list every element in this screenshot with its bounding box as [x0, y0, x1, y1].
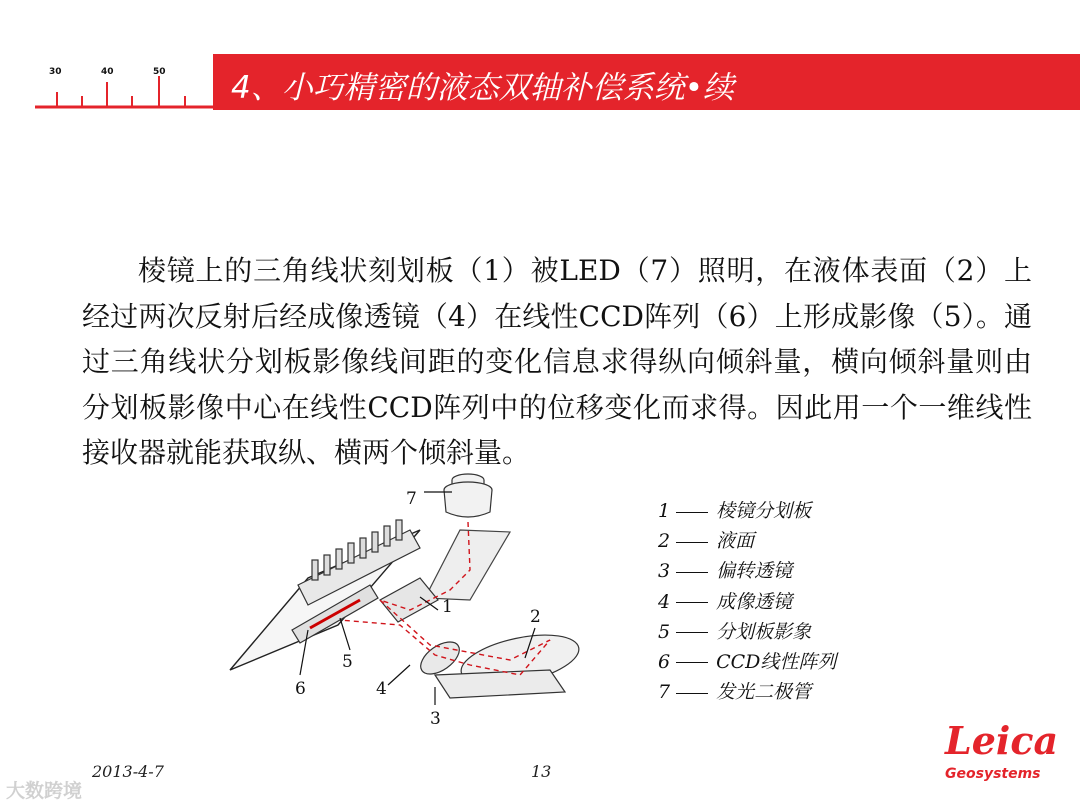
- watermark: 大数跨境: [6, 780, 83, 802]
- page-number: 13: [531, 762, 552, 781]
- callout-label: 1: [442, 597, 453, 617]
- led-shape: [444, 474, 492, 517]
- legend-item: [658, 556, 836, 586]
- legend-num: 4: [658, 590, 671, 613]
- legend-label: 发光二极管: [716, 681, 812, 704]
- compensator-diagram: [220, 460, 600, 730]
- footer-date: 2013-4-7: [92, 762, 164, 781]
- legend-label: 成像透镜: [716, 590, 793, 613]
- legend-num: 5: [658, 620, 671, 643]
- callout-label: 5: [342, 652, 353, 672]
- legend-num: 7: [658, 681, 671, 704]
- legend-label: 偏转透镜: [716, 560, 793, 583]
- diagram-legend: [658, 496, 836, 707]
- ruler-graphic: [35, 60, 215, 110]
- body-paragraph: 棱镜上的三角线状刻划板（1）被LED（7）照明，在液体表面（2）上经过两次反射后经成像透镜（4）在线性CCD阵列（6）上形成影像（5）。通过三角线状分划板影像线间距的变化信息求得纵向倾斜量，横向倾斜量则由分划板影像中心在线性CCD阵列中的位移变化而求得。因此用一个一维线性接收器就能获取纵、横两个倾斜量。: [82, 254, 1032, 469]
- callout-label: 4: [376, 679, 387, 699]
- legend-item: [658, 677, 836, 707]
- ruler-tick-label: 40: [101, 67, 114, 77]
- legend-item: [658, 496, 836, 526]
- ruler-tick-label: 30: [49, 67, 62, 77]
- legend-label: 分划板影象: [716, 620, 812, 643]
- legend-item: [658, 526, 836, 556]
- legend-item: [658, 647, 836, 677]
- legend-num: 6: [658, 650, 671, 673]
- legend-label: 棱镜分划板: [716, 500, 812, 522]
- legend-num: 1: [658, 500, 671, 522]
- legend-label: 液面: [716, 530, 755, 553]
- deflection-lens: [435, 670, 565, 698]
- callout-label: 6: [295, 679, 306, 699]
- logo-subtitle: Geosystems: [945, 766, 1041, 782]
- logo-wordmark: Leica: [945, 718, 1059, 763]
- page-title: 4、小巧精密的液态双轴补偿系统•续: [231, 70, 735, 106]
- callout-label: 3: [430, 709, 441, 729]
- legend-num: 3: [658, 560, 671, 583]
- callout-label: 2: [530, 607, 541, 627]
- mirror-plate: [425, 530, 510, 600]
- callout-label: 7: [406, 489, 417, 509]
- legend-num: 2: [658, 530, 671, 553]
- legend-item: [658, 587, 836, 617]
- leica-logo: [935, 718, 1059, 790]
- title-banner: [213, 54, 1080, 110]
- ruler-tick-label: 50: [153, 67, 166, 77]
- legend-item: [658, 617, 836, 647]
- legend-label: CCD线性阵列: [716, 650, 837, 673]
